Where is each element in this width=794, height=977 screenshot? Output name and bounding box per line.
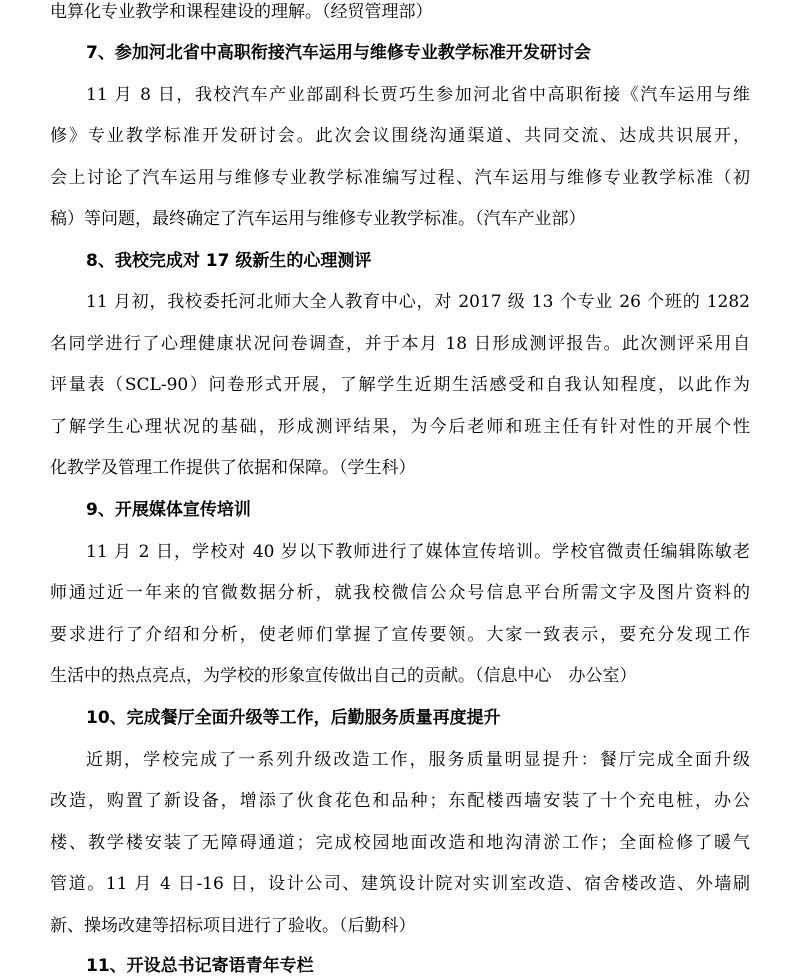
section-heading: 8、我校完成对 17 级新生的心理测评 <box>86 251 372 271</box>
paragraph-line: 改造，购置了新设备，增添了伙食花色和品种；东配楼西墙安装了十个充电桩，办公 <box>50 791 750 811</box>
paragraph-line: 要求进行了介绍和分析，使老师们掌握了宣传要领。大家一致表示，要充分发现工作 <box>50 625 750 645</box>
paragraph-line: 生活中的热点亮点，为学校的形象宣传做出自己的贡献。（信息中心 办公室） <box>50 666 637 686</box>
section-heading: 10、完成餐厅全面升级等工作，后勤服务质量再度提升 <box>86 708 501 728</box>
paragraph-line: 名同学进行了心理健康状况问卷调查，并于本月 18 日形成测评报告。此次测评采用自 <box>50 334 750 354</box>
paragraph-line: 近期，学校完成了一系列升级改造工作，服务质量明显提升：餐厅完成全面升级 <box>86 750 750 770</box>
paragraph-line: 修》专业教学标准开发研讨会。此次会议围绕沟通渠道、共同交流、达成共识展开， <box>50 126 750 146</box>
section-heading: 11、开设总书记寄语青年专栏 <box>86 956 314 976</box>
paragraph-line: 11 月 2 日，学校对 40 岁以下教师进行了媒体宣传培训。学校官微责任编辑陈敏老 <box>86 542 750 562</box>
paragraph-line: 新、操场改建等招标项目进行了验收。（后勤科） <box>50 916 416 936</box>
section-heading: 9、开展媒体宣传培训 <box>86 500 251 520</box>
paragraph-line: 管道。11 月 4 日-16 日，设计公司、建筑设计院对实训室改造、宿舍楼改造、外墙刷 <box>50 874 750 894</box>
section-heading: 7、参加河北省中高职衔接汽车运用与维修专业教学标准开发研讨会 <box>86 43 591 63</box>
paragraph-line: 评量表（SCL-90）问卷形式开展，了解学生近期生活感受和自我认知程度，以此作为 <box>50 375 750 395</box>
paragraph-line: 了解学生心理状况的基础，形成测评结果，为今后老师和班主任有针对性的开展个性 <box>50 417 750 437</box>
paragraph-line: 11 月初，我校委托河北师大全人教育中心，对 2017 级 13 个专业 26 个班的 1282 <box>86 292 750 312</box>
paragraph-line: 11 月 8 日，我校汽车产业部副科长贾巧生参加河北省中高职衔接《汽车运用与维 <box>86 85 750 105</box>
paragraph-line: 师通过近一年来的官微数据分析，就我校微信公众号信息平台所需文字及图片资料的 <box>50 583 750 603</box>
paragraph-line: 电算化专业教学和课程建设的理解。（经贸管理部） <box>50 2 433 22</box>
paragraph-line: 会上讨论了汽车运用与维修专业教学标准编写过程、汽车运用与维修专业教学标准（初 <box>50 168 750 188</box>
paragraph-line: 楼、教学楼安装了无障碍通道；完成校园地面改造和地沟清淤工作；全面检修了暖气 <box>50 833 750 853</box>
paragraph-line: 化教学及管理工作提供了依据和保障。（学生科） <box>50 458 416 478</box>
paragraph-line: 稿）等问题，最终确定了汽车运用与维修专业教学标准。（汽车产业部） <box>50 209 586 229</box>
